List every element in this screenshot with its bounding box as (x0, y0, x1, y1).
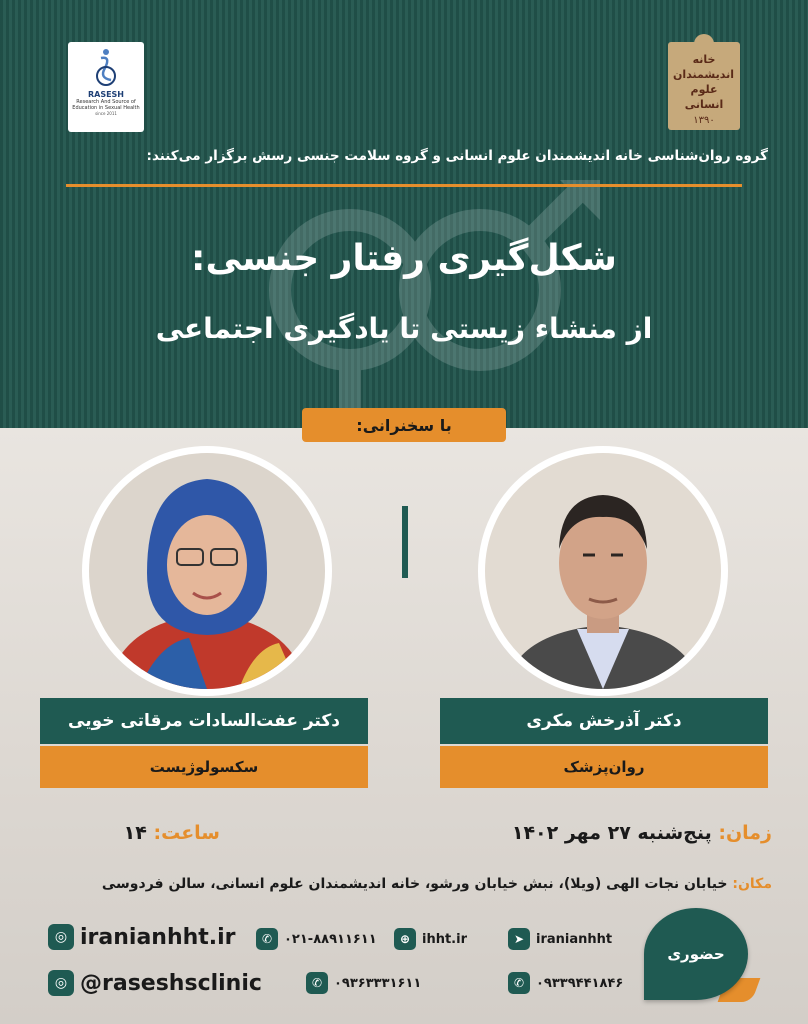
rasesh-logo-name: RASESH (87, 90, 125, 99)
event-place-value: خیابان نجات الهی (ویلا)، نبش خیابان ورشو، خانه اندیشمندان علوم انسانی، سالن فردوسی (101, 876, 728, 892)
whatsapp-icon: ✆ (306, 972, 328, 994)
rasesh-logo-icon (91, 46, 121, 90)
event-subtitle: از منشاء زیستی تا یادگیری اجتماعی (155, 312, 653, 345)
ihht-logo-dome (694, 34, 714, 48)
contact-phone-2-text: ۰۹۳۶۳۳۳۱۶۱۱ (334, 975, 422, 991)
contact-telegram-text: iranianhht (536, 931, 613, 947)
whatsapp-icon: ✆ (508, 972, 530, 994)
rasesh-logo (68, 42, 144, 132)
contact-site-short[interactable] (394, 928, 467, 950)
contact-phone-2[interactable] (306, 972, 421, 994)
contact-instagram[interactable] (48, 970, 262, 996)
rasesh-logo-line2: Education in Sexual Health (72, 105, 140, 111)
contact-phone-3-text: ۰۹۳۳۹۴۴۱۸۴۶ (536, 975, 624, 991)
ihht-logo (668, 42, 740, 130)
event-title: شکل‌گیری رفتار جنسی: (191, 238, 617, 279)
ihht-logo-line3: علوم انسانی (684, 83, 724, 111)
event-time-value: ۱۴ (123, 822, 147, 844)
speaker-right-avatar-icon (485, 453, 721, 689)
instagram-icon: ◎ (48, 924, 74, 950)
speaker-left-role: سکسولوژیست (40, 746, 368, 788)
ihht-logo-line2: اندیشمندان (673, 68, 734, 81)
ihht-logo-year: ۱۳۹۰ (693, 115, 715, 126)
gender-symbols-watermark-icon (180, 180, 660, 420)
event-date-value: پنج‌شنبه ۲۷ مهر ۱۴۰۲ (511, 822, 712, 844)
event-date-label: زمان: (718, 822, 772, 844)
hosts-line: گروه روان‌شناسی خانه اندیشمندان علوم انسانی و گروه سلامت جنسی رسش برگزار می‌کنند: (146, 148, 768, 164)
speaker-right-photo (478, 446, 728, 696)
event-place-label: مکان: (732, 876, 772, 892)
in-person-badge: حضوری (644, 908, 748, 1000)
header-panel (0, 0, 808, 428)
phone-icon: ✆ (256, 928, 278, 950)
ihht-logo-line1: خانه (692, 53, 716, 66)
telegram-icon: ➤ (508, 928, 530, 950)
header-divider (66, 184, 742, 187)
contact-phone-3[interactable] (508, 972, 623, 994)
instagram-icon: ◎ (48, 970, 74, 996)
event-time (40, 822, 220, 844)
speakers-divider (402, 506, 408, 578)
contact-website[interactable] (48, 924, 236, 950)
rasesh-logo-since: since 2011 (95, 111, 117, 116)
speaker-left-avatar-icon (89, 453, 325, 689)
contact-telegram[interactable] (508, 928, 612, 950)
contact-phone-1[interactable] (256, 928, 377, 950)
event-time-label: ساعت: (153, 822, 220, 844)
contact-phone-1-text: ۰۲۱-۸۸۹۱۱۶۱۱ (284, 931, 377, 947)
speaker-right-name: دکتر آذرخش مکری (440, 698, 768, 744)
speakers-label: با سخنرانی: (302, 408, 506, 442)
speaker-right-role: روان‌پزشک (440, 746, 768, 788)
contact-site-short-text: ihht.ir (422, 931, 467, 947)
globe-icon: ⊕ (394, 928, 416, 950)
speaker-left-photo (82, 446, 332, 696)
contact-website-text: iranianhht.ir (80, 924, 236, 950)
rasesh-logo-line1: Research And Source of (76, 99, 136, 105)
event-place (40, 876, 772, 892)
contact-instagram-text: @raseshsclinic (80, 970, 262, 996)
event-date (420, 822, 772, 844)
speaker-left-name: دکتر عفت‌السادات مرقاتی خویی (40, 698, 368, 744)
